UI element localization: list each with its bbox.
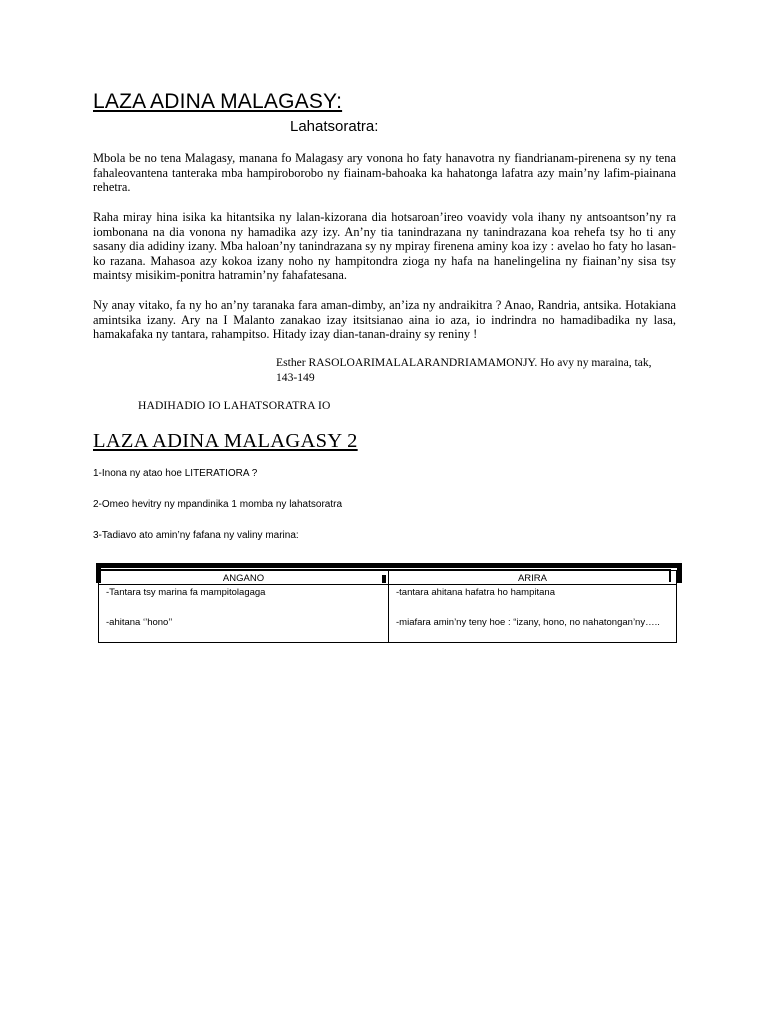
table-cell: -tantara ahitana hafatra ho hampitana <box>396 587 555 598</box>
paragraph-2: Raha miray hina isika ka hitantsika ny lalan-kizorana dia hotsaroan’ireo voavidy vola ihany ny antsoantson’ny ra iombonana na dia vonona ny hamadika azy izy. An’ny tia tanindrazana ny tanindrazana koa rehefa tsy ho ti any sasany dia adidiny izany. Mba haloan’ny tanindrazana sy ny mpiray firenena aminy koa izy : avelao ho faty ho lasan-ko razana. Mahasoa azy kokoa izany noho ny hampitondra zioga ny hafa na hanelingelina ny fiainan’ny sisa tsy maintsy misikim-ponitra hatramin’ny fahafatesana. <box>93 210 676 283</box>
exercise-title: LAZA ADINA MALAGASY 2 <box>93 430 358 452</box>
question-3: 3-Tadiavo ato amin’ny fafana ny valiny marina: <box>93 530 299 541</box>
paragraph-3: Ny anay vitako, fa ny ho an’ny taranaka fara aman-dimby, an’iza ny andraikitra ? Anao, Randria, antsika. Hotakiana amintsika izany. Ary na I Malanto zanakao izay itsitsianao aina io aza, io indrindra no hamadibadika ny lasa, hamakafaka ny tantara, rahampitso. Hitady izay dian-tanan-drainy sy reniny ! <box>93 298 676 342</box>
document-subtitle: Lahatsoratra: <box>290 118 379 135</box>
citation <box>276 356 676 385</box>
paragraph-1: Mbola be no tena Malagasy, manana fo Malagasy ary vonona ho faty hanavotra ny fiandrianam-pirenena sy ny tena fahaleovantena tanteraka mba hampiroborobo ny fiainam-bahoaka ka hahatonga lafatra azy main’ny lafim-piainana rehetra. <box>93 151 676 195</box>
table-cell: -ahitana ‘’hono’’ <box>106 617 173 628</box>
question-2: 2-Omeo hevitry ny mpandinika 1 momba ny lahatsoratra <box>93 499 343 510</box>
citation-author-line: Esther RASOLOARIMALALARANDRIAMAMONJY. Ho avy ny maraina, tak, <box>276 356 652 369</box>
header-arira: ARIRA <box>517 573 548 584</box>
instruction-note: HADIHADIO IO LAHATSORATRA IO <box>138 399 331 412</box>
question-1: 1-Inona ny atao hoe LITERATIORA ? <box>93 468 258 479</box>
table-border-top <box>96 563 682 568</box>
table-cell: -miafara amin’ny teny hoe : “izany, hono, no nahatongan’ny….. <box>396 617 660 628</box>
table-marker <box>382 575 386 583</box>
document-title: LAZA ADINA MALAGASY: <box>93 90 343 113</box>
header-angano: ANGANO <box>222 573 265 584</box>
table-border-right <box>677 563 682 583</box>
table-cell: -Tantara tsy marina fa mampitolagaga <box>106 587 266 598</box>
citation-pages: 143-149 <box>276 370 315 384</box>
comparison-table <box>98 570 677 643</box>
